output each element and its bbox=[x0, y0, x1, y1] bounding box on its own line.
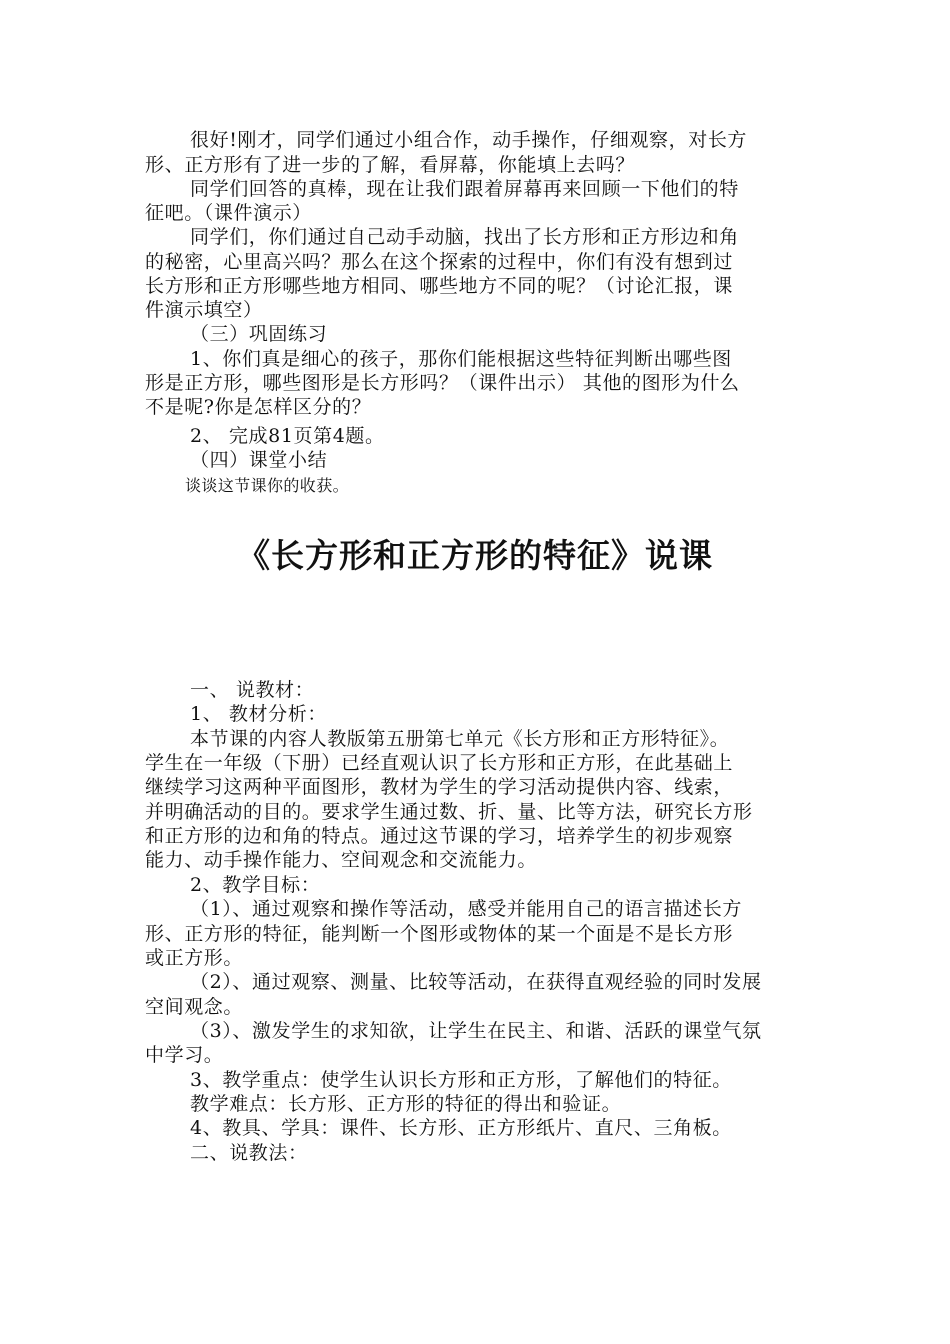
section-heading: 一、 说教材： bbox=[190, 679, 315, 701]
paragraph-line: （2）、通过观察、测量、比较等活动，在获得直观经验的同时发展 bbox=[190, 971, 762, 993]
paragraph-line: 形是正方形，哪些图形是长方形吗？（课件出示） 其他的图形为什么 bbox=[145, 372, 740, 394]
paragraph-line: 并明确活动的目的。要求学生通过数、折、量、比等方法，研究长方形 bbox=[145, 801, 753, 823]
paragraph-line: （1）、通过观察和操作等活动，感受并能用自己的语言描述长方 bbox=[190, 898, 742, 920]
paragraph-line: 中学习。 bbox=[145, 1044, 224, 1066]
paragraph-line: 和正方形的边和角的特点。通过这节课的学习，培养学生的初步观察 bbox=[145, 825, 734, 847]
paragraph-line: 同学们回答的真棒，现在让我们跟着屏幕再来回顾一下他们的特 bbox=[190, 178, 739, 200]
paragraph-line: 同学们，你们通过自己动手动脑，找出了长方形和正方形边和角 bbox=[190, 226, 739, 248]
section-heading: （四）课堂小结 bbox=[190, 449, 328, 471]
paragraph-line: 长方形和正方形哪些地方相同、哪些地方不同的呢？（讨论汇报，课 bbox=[145, 275, 734, 297]
paragraph-line: 形、正方形的特征，能判断一个图形或物体的某一个面是不是长方形 bbox=[145, 923, 734, 945]
paragraph-line: 3、教学重点：使学生认识长方形和正方形，了解他们的特征。 bbox=[190, 1069, 732, 1091]
paragraph-line: 的秘密，心里高兴吗？那么在这个探索的过程中，你们有没有想到过 bbox=[145, 251, 734, 273]
subsection-heading: 2、教学目标： bbox=[190, 874, 321, 896]
paragraph-line: 征吧。（课件演示） bbox=[145, 202, 312, 224]
paragraph-line: 学生在一年级（下册）已经直观认识了长方形和正方形，在此基础上 bbox=[145, 752, 734, 774]
paragraph-line: 继续学习这两种平面图形，教材为学生的学习活动提供内容、线索， bbox=[145, 776, 734, 798]
paragraph-line: 谈谈这节课你的收获。 bbox=[185, 476, 350, 495]
paragraph-line: 能力、动手操作能力、空间观念和交流能力。 bbox=[145, 849, 538, 871]
subsection-heading: 1、 教材分析： bbox=[190, 703, 327, 725]
paragraph-line: 或正方形。 bbox=[145, 947, 244, 969]
paragraph-line: 空间观念。 bbox=[145, 996, 244, 1018]
paragraph-line: 本节课的内容人教版第五册第七单元《长方形和正方形特征》。 bbox=[190, 728, 730, 750]
section-heading: 二、说教法： bbox=[190, 1142, 308, 1164]
paragraph-line: 1、你们真是细心的孩子，那你们能根据这些特征判断出哪些图 bbox=[190, 348, 732, 370]
paragraph-line: 2、 完成81页第4题。 bbox=[190, 425, 385, 447]
paragraph-line: （3）、激发学生的求知欲，让学生在民主、和谐、活跃的课堂气氛 bbox=[190, 1020, 762, 1042]
paragraph-line: 很好!刚才，同学们通过小组合作，动手操作，仔细观察，对长方 bbox=[190, 129, 748, 151]
paragraph-line: 不是呢?你是怎样区分的？ bbox=[145, 396, 372, 418]
paragraph-line: 件演示填空） bbox=[145, 299, 263, 321]
paragraph-line: 教学难点：长方形、正方形的特征的得出和验证。 bbox=[190, 1093, 622, 1115]
section-heading: （三）巩固练习 bbox=[190, 323, 328, 345]
paragraph-line: 形、正方形有了进一步的了解，看屏幕，你能填上去吗？ bbox=[145, 154, 636, 176]
paragraph-line: 4、教具、学具：课件、长方形、正方形纸片、直尺、三角板。 bbox=[190, 1117, 732, 1139]
document-title: 《长方形和正方形的特征》说课 bbox=[237, 536, 713, 575]
